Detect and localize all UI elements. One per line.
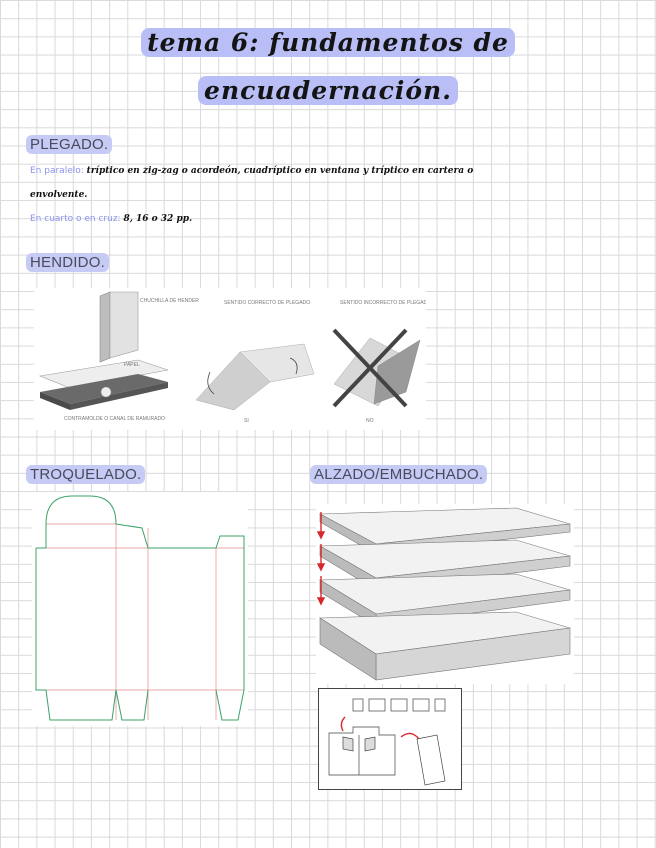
paralelo-text-cont: envolvente. <box>30 190 88 200</box>
hendido-figure <box>34 288 426 430</box>
page-title-line-2: encuadernación. <box>40 70 616 112</box>
blade-shape <box>100 292 110 362</box>
embuchado-arrow-2 <box>401 733 419 739</box>
hendido-heading: HENDIDO. <box>26 254 109 271</box>
page-title-line-1: tema 6: fundamentos de <box>40 22 616 64</box>
troquelado-heading: TROQUELADO. <box>26 466 145 483</box>
cruz-label: En cuarto o en cruz: <box>30 214 121 224</box>
no-caption: NO <box>366 418 374 424</box>
embuchado-arrow-1 <box>341 717 345 731</box>
cruz-text: 8, 16 o 32 pp. <box>123 214 193 224</box>
folded-booklet <box>417 735 445 785</box>
papel-caption: PAPEL <box>124 362 140 368</box>
alzado-heading: ALZADO/EMBUCHADO. <box>310 466 487 483</box>
paralelo-label: En paralelo: <box>30 166 84 176</box>
opened-sheet <box>329 727 395 775</box>
plegado-paralelo-line <box>30 164 630 178</box>
si-caption: SI <box>244 418 249 424</box>
cuchilla-caption: CHUCHILLA DE HENDER <box>140 298 199 304</box>
plegado-cruz-line <box>30 212 192 226</box>
incorrecto-caption: SENTIDO INCORRECTO DE PLEGADO <box>340 300 426 306</box>
plegado-heading: PLEGADO. <box>26 136 112 153</box>
alzado-figure <box>316 504 574 684</box>
paralelo-text: tríptico en zig-zag o acordeón, cuadríptico en ventana y tríptico en cartera o <box>86 166 474 176</box>
die-cut-lines <box>36 496 244 720</box>
embuchado-figure <box>318 688 462 790</box>
folding-steps <box>353 699 445 711</box>
correcto-caption: SENTIDO CORRECTO DE PLEGADO <box>224 300 311 306</box>
contramolde-caption: CONTRAMOLDE O CANAL DE RAMURADO <box>64 416 165 422</box>
die-fold-lines <box>36 522 244 720</box>
troquelado-figure <box>32 492 248 726</box>
signature-stacks <box>320 508 570 680</box>
